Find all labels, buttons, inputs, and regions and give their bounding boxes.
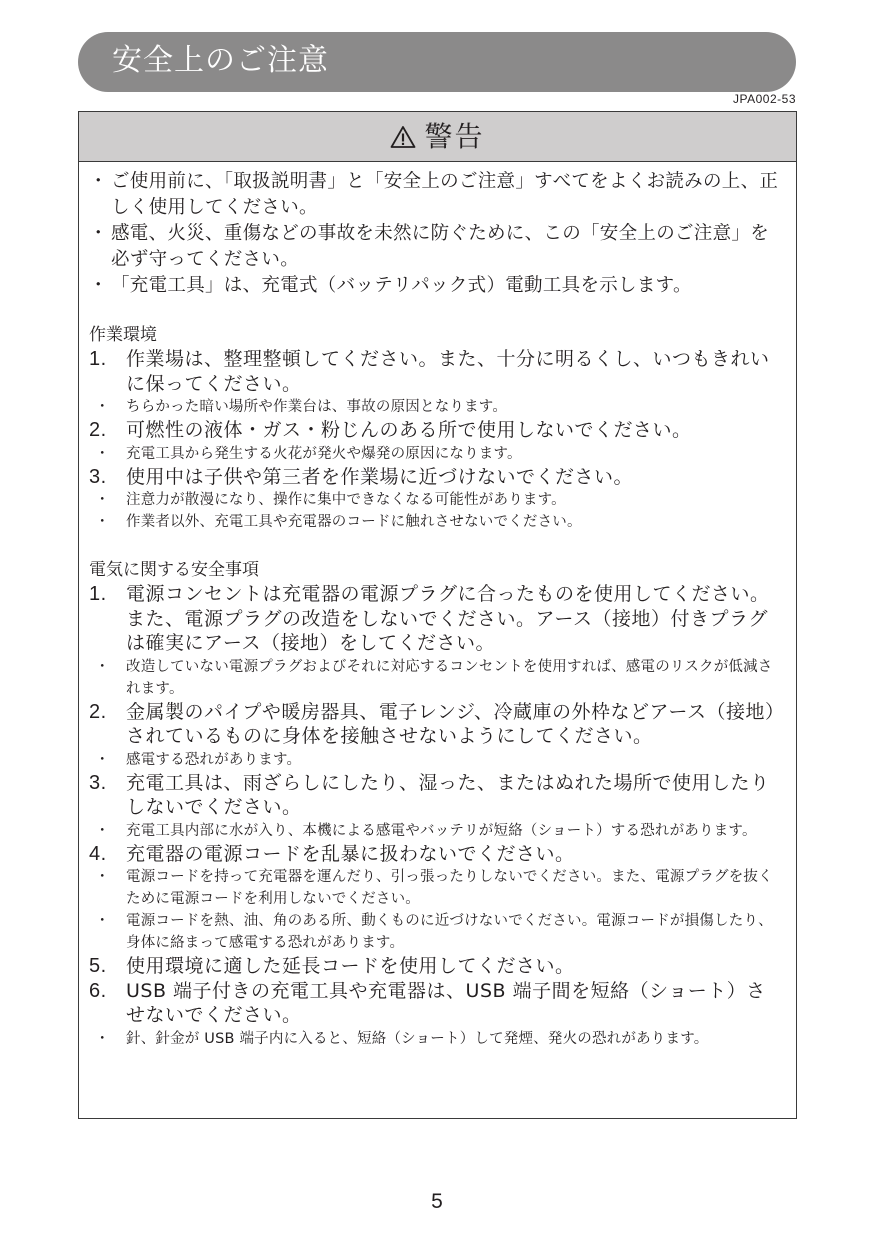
intro-bullet [89, 169, 784, 221]
numbered-item [89, 347, 784, 396]
warning-box [78, 111, 797, 1119]
note-text: 充電工具内部に水が入り、本機による感電やバッテリが短絡（ショート）する恐れがあります。 [126, 822, 757, 839]
bullet-dot: ・ [95, 751, 110, 768]
item-text: 使用環境に適した延長コードを使用してください。 [126, 955, 575, 977]
note-text: 電源コードを熱、油、角のある所、動くものに近づけないでください。電源コードが損傷したり、身体に絡まって感電する恐れがあります。 [126, 913, 773, 951]
numbered-item [89, 465, 784, 490]
note-item [89, 910, 784, 954]
bullet-dot: ・ [95, 514, 110, 530]
document-code: JPA002-53 [733, 92, 796, 106]
bullet-dot: ・ [95, 869, 110, 885]
item-number: 2. [89, 419, 107, 441]
section-title-bar [78, 32, 796, 92]
warning-triangle-icon [390, 125, 416, 149]
bullet-dot: ・ [95, 492, 110, 508]
item-number: 6. [89, 979, 107, 1002]
note-text: 注意力が散漫になり、操作に集中できなくなる可能性があります。 [126, 492, 566, 508]
item-text: 電源コンセントは充電器の電源プラグに合ったものを使用してください。また、電源プラグの改造をしないでください。アース（接地）付きプラグは確実にアース（接地）をしてください。 [126, 583, 770, 654]
item-number: 5. [89, 955, 107, 977]
item-number: 4. [89, 842, 107, 865]
note-item [89, 749, 784, 771]
item-text: 可燃性の液体・ガス・粉じんのある所で使用しないでください。 [126, 419, 692, 441]
bullet-dot: ・ [89, 223, 108, 244]
bullet-dot: ・ [95, 445, 110, 462]
item-text: 充電器の電源コードを乱暴に扱わないでください。 [126, 842, 575, 865]
bullet-dot: ・ [89, 171, 108, 192]
note-item [89, 1028, 784, 1050]
numbered-item [89, 954, 784, 979]
note-item [89, 489, 784, 511]
item-text: 金属製のパイプや暖房器具、電子レンジ、冷蔵庫の外枠などアース（接地）されているものに身体を接触させないようにしてください。 [126, 700, 775, 747]
section-heading-electrical-safety: 電気に関する安全事項 [89, 560, 259, 580]
note-text: 改造していない電源プラグおよびそれに対応するコンセントを使用すれば、感電のリスクが低減されます。 [126, 658, 773, 697]
bullet-dot: ・ [95, 1030, 110, 1047]
numbered-item [89, 700, 784, 749]
numbered-item [89, 771, 784, 820]
note-item [89, 443, 784, 465]
page-title: 安全上のご注意 [112, 43, 329, 78]
item-number: 1. [89, 583, 107, 605]
warning-content [79, 162, 796, 1050]
page-number: 5 [431, 1190, 443, 1213]
item-number: 3. [89, 771, 107, 794]
item-text: 充電工具は、雨ざらしにしたり、湿った、またはぬれた場所で使用したりしないでください。 [126, 771, 770, 818]
note-text: 充電工具から発生する火花が発火や爆発の原因になります。 [126, 445, 522, 462]
intro-text: ご使用前に、「取扱説明書」と「安全上のご注意」すべてをよくお読みの上、正しく使用してください。 [111, 171, 779, 218]
bullet-dot: ・ [95, 658, 110, 675]
intro-bullet [89, 273, 784, 299]
warning-label: 警告 [424, 119, 485, 153]
intro-text: 「充電工具」は、充電式（バッテリパック式）電動工具を示します。 [111, 275, 692, 296]
note-text: 感電する恐れがあります。 [126, 751, 302, 768]
bullet-dot: ・ [95, 913, 110, 929]
intro-text: 感電、火災、重傷などの事故を未然に防ぐために、この「安全上のご注意」を必ず守ってください。 [111, 223, 770, 270]
item-text: 作業場は、整理整頓してください。また、十分に明るくし、いつもきれいに保ってください。 [126, 348, 770, 395]
item-text: USB 端子付きの充電工具や充電器は、USB 端子間を短絡（ショート）させないでください。 [126, 979, 766, 1026]
note-item [89, 866, 784, 910]
note-text: 電源コードを持って充電器を運んだり、引っ張ったりしないでください。また、電源プラグを抜くために電源コードを利用しないでください。 [126, 869, 773, 907]
note-item [89, 656, 784, 700]
bullet-dot: ・ [95, 822, 110, 839]
note-text: 針、針金が USB 端子内に入ると、短絡（ショート）して発煙、発火の恐れがあります。 [126, 1030, 709, 1047]
item-number: 2. [89, 700, 107, 723]
bullet-dot: ・ [89, 275, 108, 296]
note-text: 作業者以外、充電工具や充電器のコードに触れさせないでください。 [126, 514, 582, 530]
item-text: 使用中は子供や第三者を作業場に近づけないでください。 [126, 465, 634, 488]
numbered-item [89, 582, 784, 656]
numbered-item [89, 842, 784, 867]
item-number: 1. [89, 348, 107, 370]
note-item [89, 511, 784, 533]
warning-header [79, 112, 796, 162]
note-item [89, 396, 784, 418]
numbered-item [89, 418, 784, 443]
note-text: ちらかった暗い場所や作業台は、事故の原因となります。 [126, 399, 508, 415]
intro-bullet [89, 221, 784, 273]
item-number: 3. [89, 465, 107, 488]
section-heading-work-environment: 作業環境 [89, 325, 157, 345]
numbered-item [89, 979, 784, 1028]
bullet-dot: ・ [95, 399, 110, 415]
note-item [89, 820, 784, 842]
